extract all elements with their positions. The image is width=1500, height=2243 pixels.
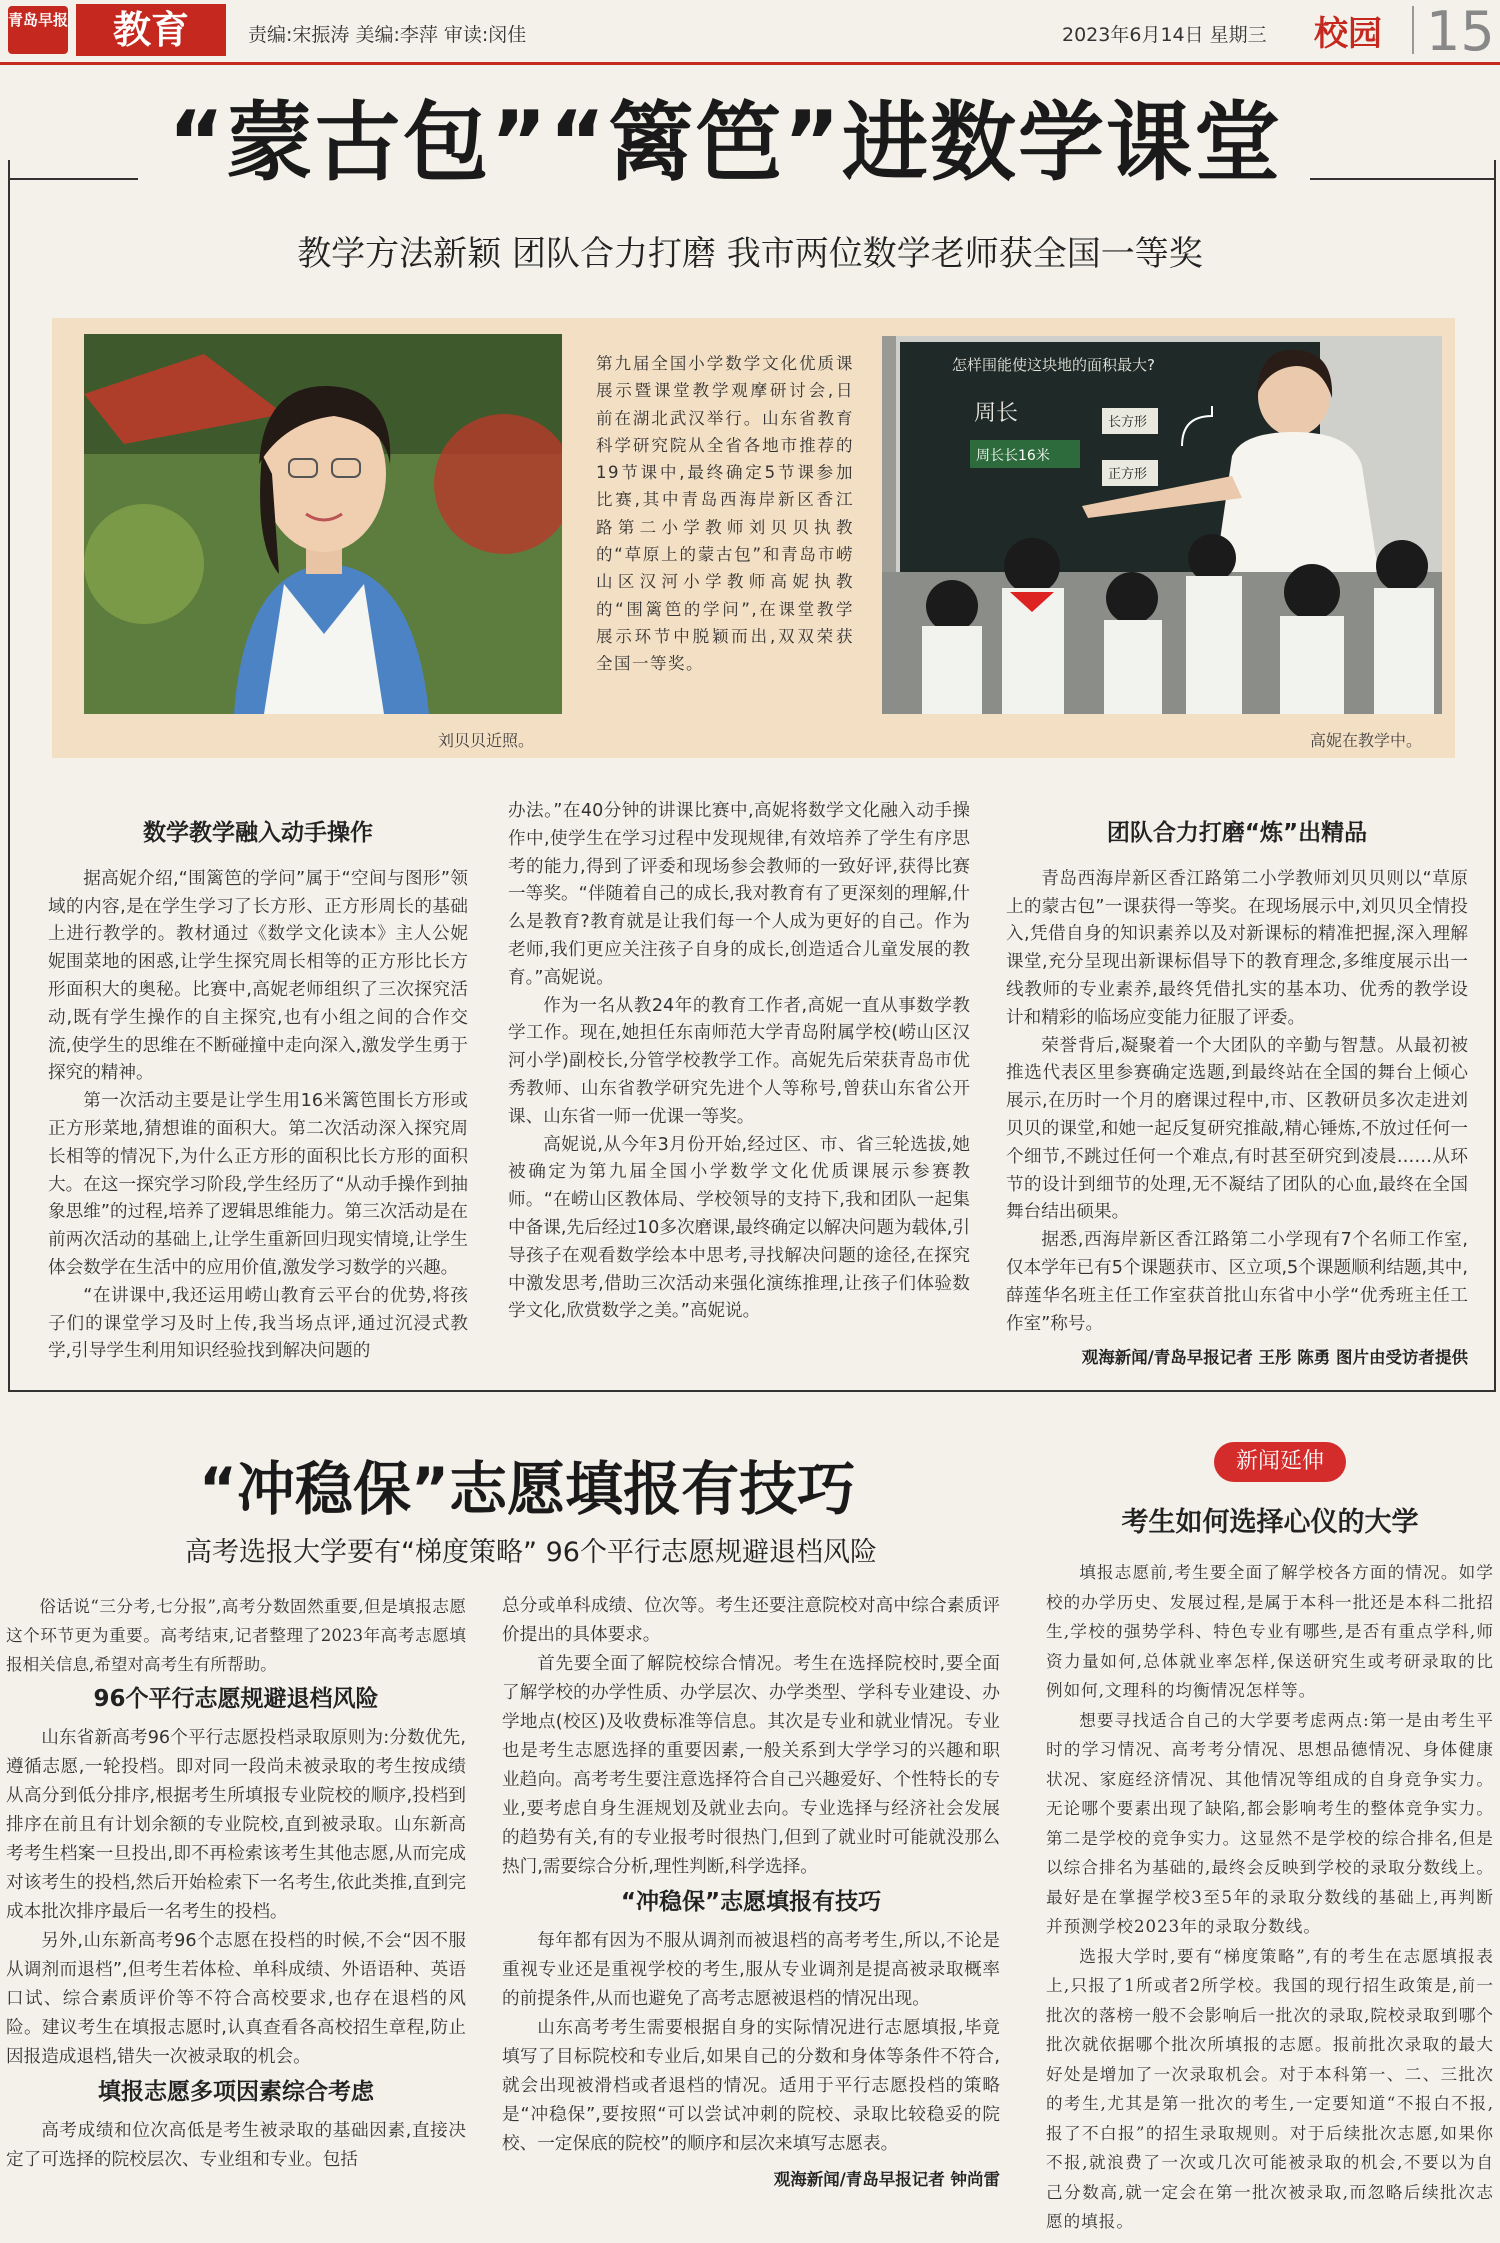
board-card-square: 正方形 (1108, 467, 1148, 482)
page-number: 15 (1426, 0, 1495, 63)
portrait-photo (84, 334, 562, 714)
paragraph: 想要寻找适合自己的大学要考虑两点:第一是由考生平时的学习情况、高考考分情况、思想品德情况、身体健康状况、家庭经济情况、其他情况等组成的自身竞争实力。无论哪个要素出现了缺陷,都会影响考生的整体竞争实力。第二是学校的竞争实力。这显然不是学校的综合排名,但是以综合排名为基础的,最终会反映到学校的录取分数线上。最好是在掌握学校3至5年的录取分数线的基础上,再判断并预测学校2023年的录取分数线。 (1046, 1710, 1494, 1936)
paragraph: 高考成绩和位次高低是考生被录取的基础因素,直接决定了可选择的院校层次、专业组和专业。包括 (6, 2121, 466, 2170)
article1-byline: 观海新闻/青岛早报记者 王彤 陈勇 图片由受访者提供 (1081, 1348, 1468, 1368)
paragraph: 第一次活动主要是让学生用16米篱笆围长方形或正方形菜地,猜想谁的面积大。第二次活动深入探究周长相等的情况下,为什么正方形的面积比长方形的面积大。在这一探究学习阶段,学生经历了“从动手操作到抽象思维”的过程,培养了逻辑思维能力。第三次活动是在前两次活动的基础上,让学生重新回归现实情境,让学生体会数学在生活中的应用价值,激发学习数学的兴趣。 (48, 1091, 469, 1278)
portrait-photo-illustration (84, 334, 562, 714)
board-label-length: 周长长16米 (976, 448, 1050, 464)
sidebar-headline: 考生如何选择心仪的大学 (1121, 1507, 1419, 1538)
photo-panel (52, 318, 1455, 758)
article1-column-2 (508, 798, 970, 1326)
article1-headline: “蒙古包”“篱笆”进数学课堂 (167, 93, 1283, 193)
section-name: 教育 (76, 4, 226, 56)
article2-byline: 观海新闻/青岛早报记者 钟尚雷 (773, 2170, 1000, 2189)
classroom-photo-illustration (882, 336, 1442, 714)
paragraph: 荣誉背后,凝聚着一个大团队的辛勤与智慧。从最初被推选代表区里参赛确定选题,到最终站在全国的舞台上倾心展示,在历时一个月的磨课过程中,市、区教研员多次走进刘贝贝的课堂,和她一起反复研究推敲,精心锤炼,不放过任何一个细节,不跳过任何一个难点,有时甚至研究到凌晨……从环节的设计到细节的处理,无不凝结了团队的心血,最终在全国舞台结出硕果。 (1006, 1035, 1468, 1223)
board-label-perimeter: 周长 (974, 401, 1019, 426)
sidebar-body (1046, 1558, 1494, 2237)
board-card-rectangle: 长方形 (1108, 415, 1148, 430)
article2-section-heading-1: 96个平行志愿规避退档风险 (93, 1686, 379, 1712)
article1-subheadline: 教学方法新颖 团队合力打磨 我市两位数学老师获全国一等奖 (297, 234, 1203, 274)
classroom-caption: 高妮在教学中。 (1310, 731, 1423, 750)
article1-section-heading-1: 数学教学融入动手操作 (143, 820, 373, 846)
classroom-photo (882, 336, 1442, 714)
paragraph: 山东省新高考96个平行志愿投档录取原则为:分数优先,遵循志愿,一轮投档。即对同一段尚未被录取的考生按成绩从高分到低分排序,根据考生所填报专业院校的顺序,投档到排序在前且有计划余额的专业院校,直到被录取。山东新高考考生档案一旦投出,即不再检索该考生其他志愿,从而完成对该考生的投档,然后开始检索下一名考生,依此类推,直到完成本批次排序最后一名考生的投档。 (6, 1728, 466, 1922)
masthead (0, 0, 1500, 65)
paragraph: 首先要全面了解院校综合情况。考生在选择院校时,要全面了解学校的办学性质、办学层次、办学类型、学科专业建设、办学地点(校区)及收费标准等信息。其次是专业和就业情况。专业也是考生志愿选择的重要因素,一般关系到大学学习的兴趣和职业趋向。高考考生要注意选择符合自己兴趣爱好、个性特长的专业,要考虑自身生涯规划及就业去向。专业选择与经济社会发展的趋势有关,有的专业报考时很热门,但到了就业时可能就没那么热门,需要综合分析,理性判断,科学选择。 (502, 1654, 1000, 1877)
article2-section-heading-2: 填报志愿多项因素综合考虑 (98, 2079, 374, 2105)
article2-headline: “冲稳保”志愿填报有技巧 (198, 1455, 856, 1523)
news-extension-tag: 新闻延伸 (1214, 1442, 1346, 1482)
newspaper-logo: 青岛早报 (8, 6, 68, 54)
article1-column-1 (48, 820, 468, 1366)
masthead-divider (1412, 6, 1414, 54)
paragraph: 作为一名从教24年的教育工作者,高妮一直从事数学教学工作。现在,她担任东南师范大学青岛附属学校(崂山区汉河小学)副校长,分管学校教学工作。高妮先后荣获青岛市优秀教师、山东省教学研究先进个人等称号,曾获山东省公开课、山东省一师一优课一等奖。 (508, 995, 970, 1127)
article2-section-heading-3: “冲稳保”志愿填报有技巧 (620, 1889, 882, 1915)
article2-column-1 (6, 1592, 466, 2175)
portrait-caption: 刘贝贝近照。 (438, 731, 535, 750)
editor-credits: 责编:宋振涛 美编:李萍 审读:闵佳 (248, 24, 527, 46)
article1-section-heading-2: 团队合力打磨“炼”出精品 (1106, 820, 1368, 846)
article2-subheadline: 高考选报大学要有“梯度策略” 96个平行志愿规避退档风险 (185, 1537, 877, 1568)
issue-date: 2023年6月14日 星期三 (1062, 24, 1267, 46)
paragraph: 据高妮介绍,“围篱笆的学问”属于“空间与图形”领域的内容,是在学生学习了长方形、正方形周长的基础上进行教学的。教材通过《数学文化读本》主人公妮妮围菜地的困惑,让学生探究周长相等的正方形比长方形面积大的奥秘。比赛中,高妮老师组织了三次探究活动,既有学生操作的自主探究,也有小组之间的合作交流,使学生的思维在不断碰撞中走向深入,激发学生勇于探究的精神。 (48, 868, 468, 1084)
paragraph: 选报大学时,要有“梯度策略”,有的考生在志愿填报表上,只报了1所或者2所学校。我国的现行招生政策是,前一批次的落榜一般不会影响后一批次的录取,院校录取到哪个批次就依据哪个批次所填报的志愿。报前批次录取的最大好处是增加了一次录取机会。对于本科第一、二、三批次的考生,尤其是第一批次的考生,一定要知道“不报白不报,报了不白报”的招生录取规则。对于后续批次志愿,如果你不报,就浪费了一次或几次可能被录取的机会,不要以为自己分数高,就一定会在第一批次被录取,而忽略后续批次志愿的填报。 (1046, 1946, 1494, 2231)
article1-column-3 (1006, 820, 1468, 1372)
paragraph: 总分或单科成绩、位次等。考生还要注意院校对高中综合素质评价提出的具体要求。 (502, 1596, 1000, 1645)
article2-column-2 (502, 1592, 1000, 2194)
paragraph: 山东高考考生需要根据自身的实际情况进行志愿填报,毕竟填写了目标院校和专业后,如果自己的分数和身体等条件不符合,就会出现被滑档或者退档的情况。适用于平行志愿投档的策略是“冲稳保”,要按照“可以尝试冲刺的院校、录取比较稳妥的院校、一定保底的院校”的顺序和层次来填写志愿表。 (502, 2018, 1000, 2154)
paragraph: 填报志愿前,考生要全面了解学校各方面的情况。如学校的办学历史、发展过程,是属于本科一批还是本科二批招生,学校的强势学科、特色专业有哪些,是否有重点学科,师资力量如何,总体就业率怎样,保送研究生或考研录取的比例如何,文理科的均衡情况怎样等。 (1046, 1563, 1494, 1700)
article1-intro: 第九届全国小学数学文化优质课展示暨课堂教学观摩研讨会,日前在湖北武汉举行。山东省教育科学研究院从全省各地市推荐的19节课中,最终确定5节课参加比赛,其中青岛西海岸新区香江路第二小学教师刘贝贝执教的“草原上的蒙古包”和青岛市崂山区汉河小学教师高妮执教的“围篱笆的学问”,在课堂教学展示环节中脱颖而出,双双荣获全国一等奖。 (596, 354, 854, 674)
paragraph: 据悉,西海岸新区香江路第二小学现有7个名师工作室,仅本学年已有5个课题获市、区立项,5个课题顺利结题,其中,薛莲华名班主任工作室获首批山东省中小学“优秀班主任工作室”称号。 (1006, 1230, 1468, 1334)
paragraph: 办法。”在40分钟的讲课比赛中,高妮将数学文化融入动手操作中,使学生在学习过程中发现规律,有效培养了学生有序思考的能力,得到了评委和现场参会教师的一致好评,获得比赛一等奖。“伴随着自己的成长,我对教育有了更深刻的理解,什么是教育?教育就是让我们每一个人成为更好的自己。作为老师,我们更应关注孩子自身的成长,创造适合儿童发展的教育。”高妮说。 (508, 801, 970, 988)
paragraph: “在讲课中,我还运用崂山教育云平台的优势,将孩子们的课堂学习及时上传,我当场点评,通过沉浸式教学,引导学生利用知识经验找到解决问题的 (48, 1285, 468, 1362)
paragraph: 青岛西海岸新区香江路第二小学教师刘贝贝则以“草原上的蒙古包”一课获得一等奖。在现场展示中,刘贝贝全情投入,凭借自身的知识素养以及对新课标的精准把握,深入理解课堂,充分呈现出新课标倡导下的教育理念,多维度展示出一线教师的专业素养,最终凭借扎实的基本功、优秀的教学设计和精彩的临场应变能力征服了评委。 (1006, 868, 1468, 1028)
paragraph: 另外,山东新高考96个志愿在投档的时候,不会“因不服从调剂而退档”,但考生若体检、单科成绩、外语语种、英语口试、综合素质评价等不符合高校要求,也存在退档的风险。建议考生在填报志愿时,认真查看各高校招生章程,防止因报造成退档,错失一次被录取的机会。 (6, 1931, 466, 2067)
board-title: 怎样围能使这块地的面积最大? (952, 356, 1155, 374)
column-name: 校园 (1314, 14, 1382, 54)
paragraph: 每年都有因为不服从调剂而被退档的高考考生,所以,不论是重视专业还是重视学校的考生,服从专业调剂是提高被录取概率的前提条件,从而也避免了高考志愿被退档的情况出现。 (502, 1931, 1000, 2009)
paragraph: 高妮说,从今年3月份开始,经过区、市、省三轮选拔,她被确定为第九届全国小学数学文化优质课展示参赛教师。“在崂山区教体局、学校领导的支持下,我和团队一起集中备课,先后经过10多次磨课,最终确定以解决问题为载体,引导孩子在观看数学绘本中思考,寻找解决问题的途径,在探究中激发思考,借助三次活动来强化演练推理,让孩子们体验数学文化,欣赏数学之美。”高妮说。 (508, 1134, 970, 1322)
article2-lead: 俗话说“三分考,七分报”,高考分数固然重要,但是填报志愿这个环节更为重要。高考结束,记者整理了2023年高考志愿填报相关信息,希望对高考生有所帮助。 (6, 1597, 466, 1674)
